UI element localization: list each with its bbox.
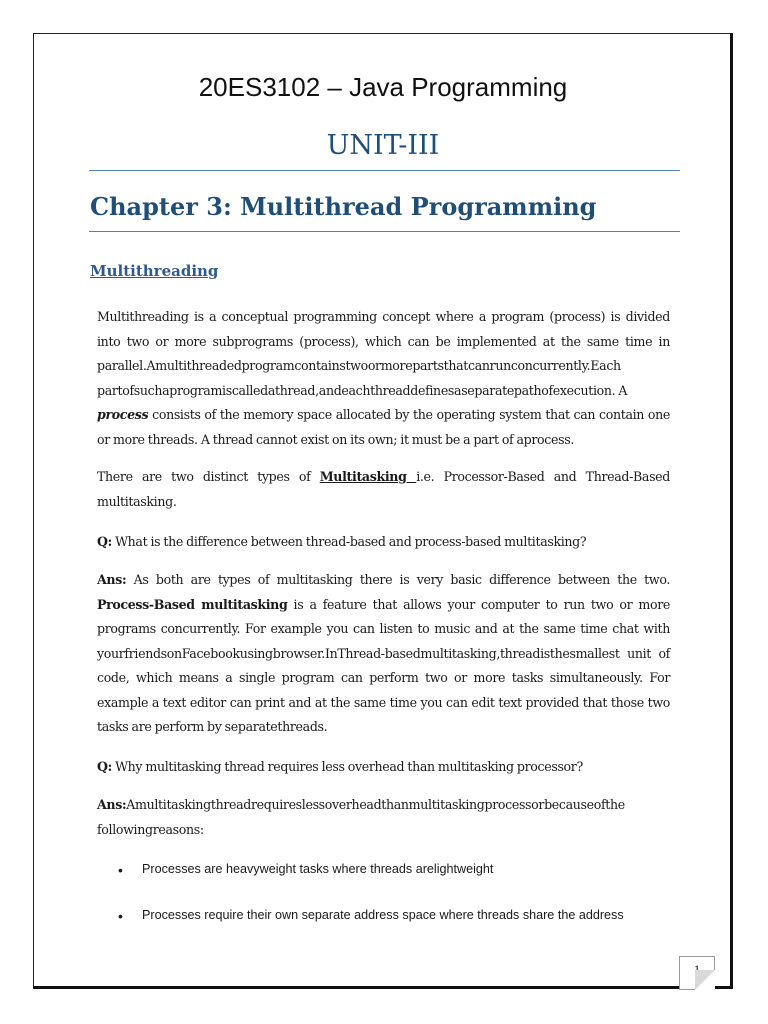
answer-1-term: Process-Based multitasking [97, 596, 288, 612]
question-1-label: Q: [97, 534, 112, 549]
bullet-item: • Processes are heavyweight tasks where threads arelightweight [118, 862, 678, 876]
page-number: 1 [693, 962, 701, 977]
answer-1-text-a: As both are types of multitasking there is very basic difference between the two. [126, 572, 670, 587]
multitasking-paragraph [97, 465, 670, 514]
bullet-list-2 [118, 908, 678, 922]
answer-2-text: Amultitaskingthreadrequireslessoverheadthanmultitaskingprocessorbecauseofthe followingreasons: [97, 797, 625, 837]
multitasking-text-a: There are two distinct types of [97, 469, 320, 484]
page-number-box [679, 956, 715, 990]
question-2 [97, 755, 670, 780]
bullet-item: • Processes require their own separate address space where threads share the address [118, 908, 678, 922]
answer-1 [97, 568, 670, 740]
bullet-list-1 [118, 862, 678, 876]
title-divider-bottom [89, 231, 680, 232]
answer-2-label: Ans: [97, 797, 127, 812]
intro-text-a: Multithreading is a conceptual programming concept where a program (process) is divided into two or more subprograms (process), which can be implemented at the same time in parallel.Amultithreadedprogramcontainstwoormorepartsthatcanrunconcurrently.Each partofsuchaprogramiscalledathread,andeachthreaddefinesaseparatepathofexecution. A [97, 309, 670, 398]
process-term: process [97, 407, 149, 422]
question-2-label: Q: [97, 759, 112, 774]
unit-title: UNIT-III [326, 130, 440, 161]
answer-1-label: Ans: [97, 572, 127, 587]
course-title: 20ES3102 – Java Programming [198, 72, 568, 102]
section-heading: Multithreading [90, 262, 219, 280]
answer-1-text-b: is a feature that allows your computer to run two or more programs concurrently. For example you can listen to music and at the same time chat with yourfriendsonFacebookusingbrowser.InThread-basedmultitasking,threadisthesmallest unit of code, which means a single program can perform two or more tasks simultaneously. For example a text editor can print and at the same time you can edit text provided that those two tasks are perform by separatethreads. [97, 596, 671, 734]
multitasking-text-b: i.e. Processor-Based and Thread-Based multitasking. [97, 469, 670, 509]
question-1 [97, 530, 670, 555]
answer-2 [97, 793, 670, 842]
title-divider-top [89, 170, 680, 171]
page-curl-icon [695, 970, 715, 990]
chapter-title: Chapter 3: Multithread Programming [90, 192, 597, 221]
question-1-text: What is the difference between thread-based and process-based multitasking? [111, 534, 587, 549]
intro-text-b: consists of the memory space allocated by the operating system that can contain one or more threads. A thread cannot exist on its own; it must be a part of aprocess. [97, 407, 670, 447]
intro-paragraph [97, 305, 670, 452]
multitasking-term: Multitasking [319, 469, 417, 484]
question-2-text: Why multitasking thread requires less overhead than multitasking processor? [111, 759, 583, 774]
